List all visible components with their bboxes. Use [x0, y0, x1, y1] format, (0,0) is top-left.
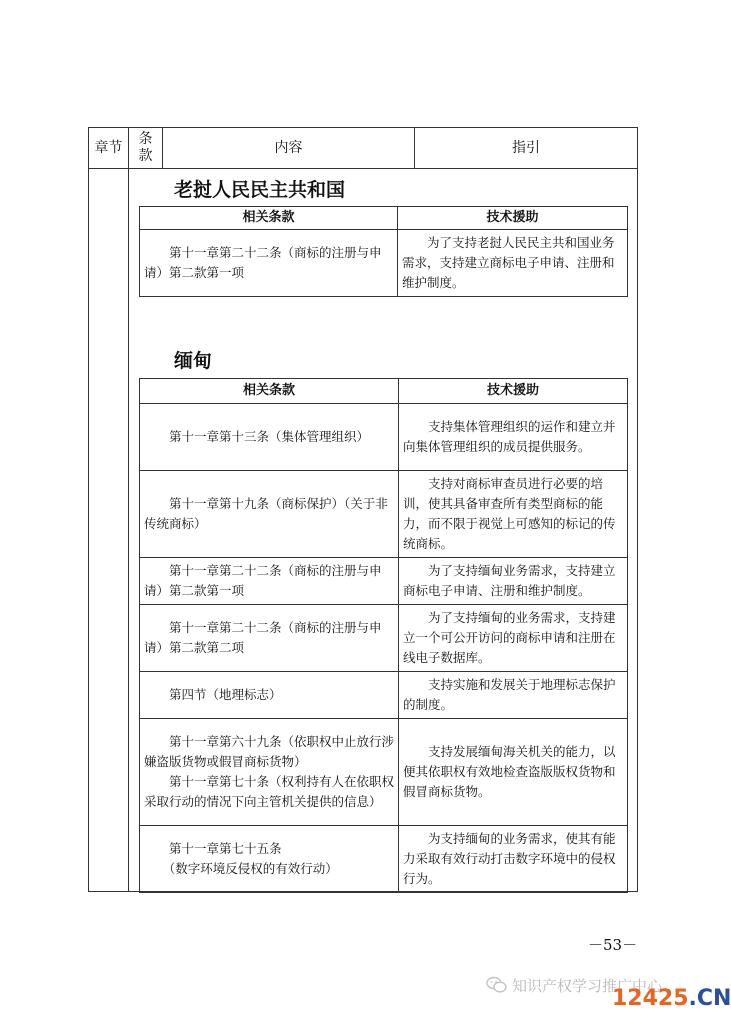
wechat-icon	[486, 976, 508, 994]
header-clause-text: 条款	[138, 131, 153, 164]
assistance-cell: 支持实施和发展关于地理标志保护的制度。	[399, 672, 628, 719]
assistance-cell: 支持对商标审查员进行必要的培训，使其具备审查所有类型商标的能力，而不限于视觉上可感知的标记的传统商标。	[399, 471, 628, 558]
header-bottom-border	[88, 168, 638, 169]
assistance-cell: 为了支持老挝人民民主共和国业务需求，支持建立商标电子申请、注册和维护制度。	[398, 230, 628, 297]
clause-cell: 第十一章第二十二条（商标的注册与申请）第二款第一项	[140, 230, 398, 297]
clause-line: 第十一章第六十九条（依职权中止放行涉嫌盗版货物或假冒商标货物）	[144, 734, 395, 769]
laos-header-clause: 相关条款	[140, 207, 398, 230]
logo-number: 12425	[612, 986, 689, 1011]
assistance-cell: 支持集体管理组织的运作和建立并向集体管理组织的成员提供服务。	[399, 404, 628, 471]
myanmar-table	[139, 378, 628, 893]
clause-cell: 第十一章第二十二条（商标的注册与申请）第二款第二项	[140, 605, 399, 672]
outer-right-border	[637, 127, 638, 892]
header-content: 内容	[274, 140, 303, 156]
assistance-cell: 为了支持缅甸业务需求，支持建立商标电子申请、注册和维护制度。	[399, 558, 628, 605]
table-row	[140, 719, 628, 826]
assistance-cell: 为了支持缅甸的业务需求，支持建立一个可公开访问的商标申请和注册在线电子数据库。	[399, 605, 628, 672]
section-title-laos: 老挝人民民主共和国	[174, 179, 346, 201]
laos-table	[139, 206, 628, 297]
clause-line: 第十一章第七十五条	[169, 841, 282, 856]
clause-cell: 第四节（地理标志）	[140, 672, 399, 719]
page-number: －53－	[588, 936, 638, 954]
section-title-myanmar: 缅甸	[174, 350, 213, 372]
header-guide: 指引	[512, 140, 540, 156]
assistance-cell: 为支持缅甸的业务需求，使其有能力采取有效行动打击数字环境中的侵权行为。	[399, 826, 628, 893]
table-row	[140, 826, 628, 893]
clause-line: 第十一章第七十条（权利持有人在依职权采取行动的情况下向主管机关提供的信息）	[144, 774, 395, 809]
laos-header-assistance: 技术援助	[398, 207, 628, 230]
header-clause	[129, 128, 162, 168]
site-logo	[612, 986, 731, 1011]
watermark-text: 知识产权学习推广中心	[512, 977, 663, 995]
table-row	[140, 404, 628, 471]
myanmar-header-clause: 相关条款	[140, 379, 399, 404]
myanmar-header-assistance: 技术援助	[399, 379, 628, 404]
outer-left-border	[88, 127, 89, 892]
col1-divider	[128, 127, 129, 892]
table-row	[140, 230, 628, 297]
clause-cell: 第十一章第二十二条（商标的注册与申请）第二款第一项	[140, 558, 399, 605]
clause-line: （数字环境反侵权的有效行动）	[162, 861, 338, 876]
assistance-cell: 支持发展缅甸海关机关的能力，以便其依职权有效地检查盗版版权货物和假冒商标货物。	[399, 719, 628, 826]
table-row	[140, 471, 628, 558]
clause-cell: 第十一章第十九条（商标保护）（关于非传统商标）	[140, 471, 399, 558]
logo-suffix: .CN	[688, 986, 731, 1011]
header-chapter: 章节	[94, 140, 123, 156]
table-row	[140, 605, 628, 672]
clause-cell: 第十一章第十三条（集体管理组织）	[140, 404, 399, 471]
table-row	[140, 558, 628, 605]
clause-cell	[140, 826, 399, 893]
clause-cell	[140, 719, 399, 826]
table-row	[140, 672, 628, 719]
